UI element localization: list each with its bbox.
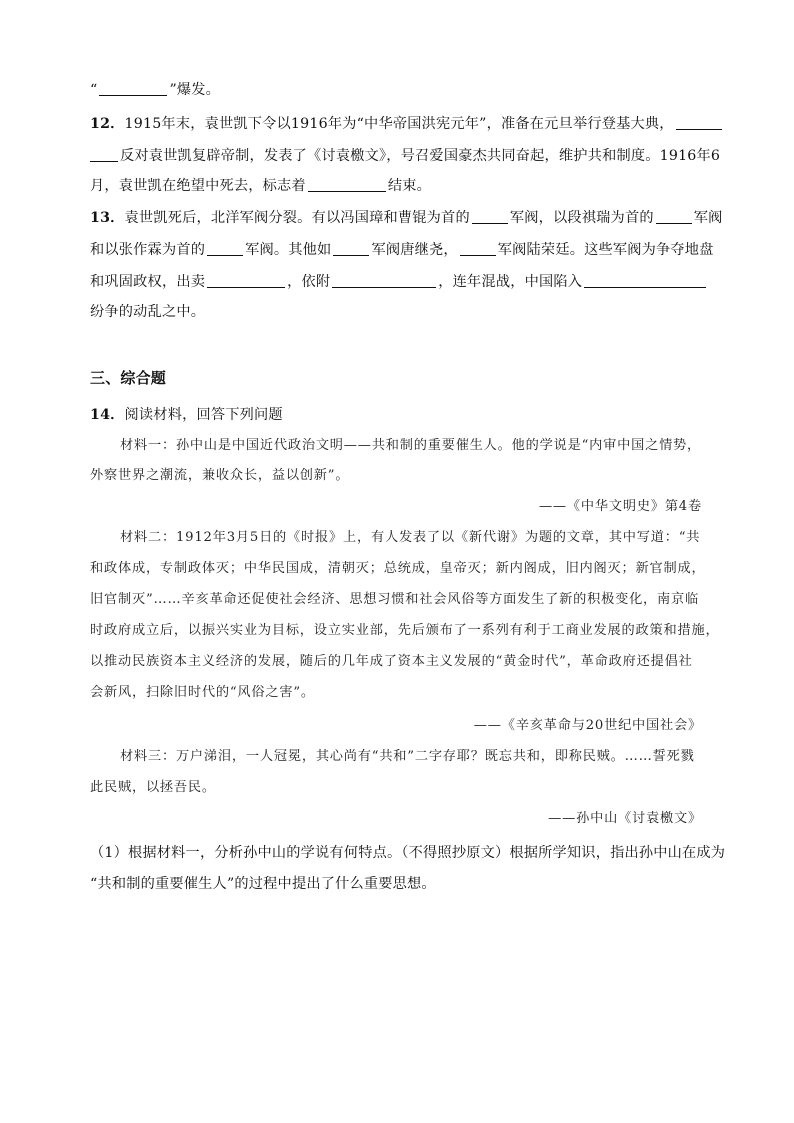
- material-2-line-3: 旧官制灭”……辛亥革命还促使社会经济、思想习惯和社会风俗等方面发生了新的积极变化，南京临: [90, 592, 700, 607]
- q13-text: ，依附: [287, 274, 331, 290]
- material-1-line-2: 外察世界之潮流，兼收众长，益以创新”。: [90, 468, 350, 483]
- q12-line-3: [90, 176, 431, 196]
- q12-blank-2[interactable]: [308, 177, 386, 192]
- question-number: 14．: [90, 407, 125, 423]
- material-2-source: ——《辛亥革命与20世纪中国社会》: [473, 718, 702, 733]
- q12-text: 结束。: [387, 178, 431, 194]
- q13-text: ，连年混战，中国陷入: [438, 274, 583, 290]
- q13-text: 纷争的动乱之中。: [90, 304, 206, 320]
- q13-blank-4[interactable]: [333, 241, 369, 256]
- material-2-line-4: 时政府成立后，以振兴实业为目标，设立实业部，先后颁布了一系列有利于工商业发展的政策和措施，: [90, 623, 720, 638]
- q12-text: 反对袁世凯复辟帝制，发表了《讨袁檄文》，号召爱国豪杰共同奋起，维护共和制度。1916年6: [120, 148, 721, 164]
- material-1-source: ——《中华文明史》第4卷: [538, 499, 702, 514]
- q13-text: 和巩固政权，出卖: [90, 274, 206, 290]
- q11-continuation: [90, 80, 220, 100]
- material-2-line-1: 材料二：1912年3月5日的《时报》上，有人发表了以《新代谢》为题的文章，其中写道：“共: [120, 530, 701, 545]
- q12-line-1: [90, 114, 724, 134]
- q13-blank-6[interactable]: [207, 273, 285, 288]
- material-3-source: ——孙中山《讨袁檄文》: [548, 811, 702, 826]
- section-heading: 三、综合题: [90, 369, 167, 387]
- question-number: 13．: [90, 210, 125, 226]
- q13-line-4: [90, 302, 205, 322]
- material-1-line-1: 材料一：孙中山是中国近代政治文明——共和制的重要催生人。他的学说是“内审中国之情势，: [120, 438, 702, 453]
- q13-text: 军阀。其他如: [245, 242, 332, 258]
- sub-question-1-line-2: “共和制的重要催生人”的过程中提出了什么重要思想。: [90, 876, 436, 892]
- q13-blank-3[interactable]: [207, 241, 243, 256]
- q12-blank-1b[interactable]: [90, 147, 118, 162]
- q13-text: 军阀唐继尧，: [371, 242, 458, 258]
- quote-open: “: [90, 82, 98, 98]
- sub-question-1-line-1: （1）根据材料一，分析孙中山的学说有何特点。（不得照抄原文）根据所学知识，指出孙中山在成为: [90, 845, 726, 861]
- q13-text: 和以张作霖为首的: [90, 242, 206, 258]
- q11-answer-blank[interactable]: [99, 81, 167, 96]
- material-2-line-5: 以推动民族资本主义经济的发展，随后的几年成了资本主义发展的“黄金时代”，革命政府还提倡社: [90, 654, 693, 669]
- q14-prompt: [90, 405, 283, 425]
- material-3-line-2: 此民贼，以拯吾民。: [90, 780, 216, 795]
- q13-blank-8[interactable]: [584, 273, 706, 288]
- q13-text: 军阀，以段祺瑞为首的: [509, 210, 654, 226]
- q13-blank-1[interactable]: [472, 209, 508, 224]
- material-2-line-6: 会新风，扫除旧时代的“风俗之害”。: [90, 685, 315, 700]
- q13-line-1: [90, 208, 723, 228]
- q12-line-2: [90, 146, 720, 166]
- q12-text: 1915年末，袁世凯下令以1916年为“中华帝国洪宪元年”，准备在元旦举行登基大典，: [124, 116, 674, 132]
- q13-line-3: [90, 272, 708, 292]
- q13-text: 军阀: [693, 210, 723, 226]
- q12-blank-1a[interactable]: [676, 115, 722, 130]
- q13-blank-2[interactable]: [656, 209, 692, 224]
- q13-blank-5[interactable]: [460, 241, 496, 256]
- q11-tail: ”爆发。: [169, 82, 221, 98]
- q13-text: 袁世凯死后，北洋军阀分裂。有以冯国璋和曹锟为首的: [124, 210, 470, 226]
- q13-blank-7[interactable]: [332, 273, 436, 288]
- q13-text: 军阀陆荣廷。这些军阀为争夺地盘: [497, 242, 714, 258]
- material-3-line-1: 材料三：万户涕泪，一人冠冕，其心尚有“共和”二字存耶？既忘共和，即称民贼。……誓死戮: [120, 749, 695, 764]
- material-2-line-2: 和政体成，专制政体灭；中华民国成，清朝灭；总统成，皇帝灭；新内阁成，旧内阁灭；新官制成，: [90, 561, 706, 576]
- q13-line-2: [90, 240, 714, 260]
- question-number: 12．: [90, 116, 125, 132]
- q14-prompt-text: 阅读材料，回答下列问题: [124, 407, 283, 423]
- q12-text: 月，袁世凯在绝望中死去，标志着: [90, 178, 306, 194]
